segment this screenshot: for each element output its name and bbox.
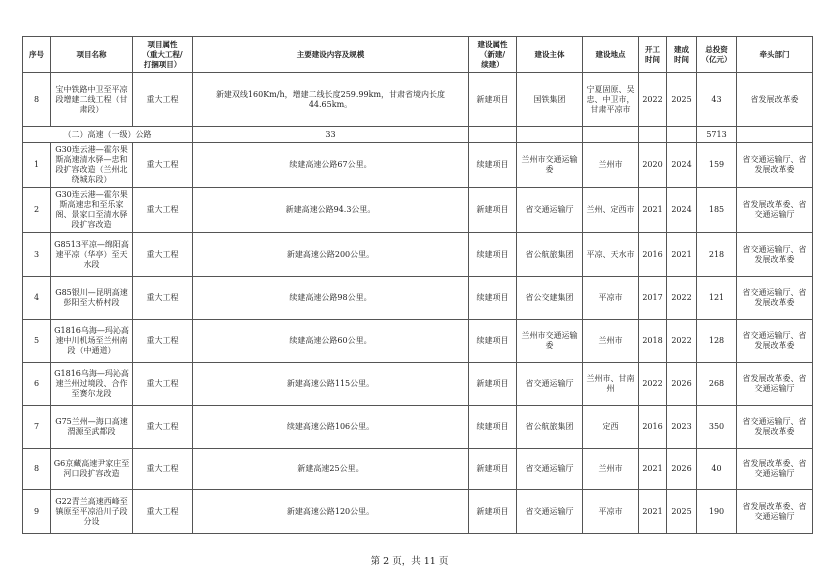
cell-no: 3 bbox=[23, 233, 51, 277]
cell-build: 新建项目 bbox=[469, 490, 517, 534]
cell-place: 定西 bbox=[583, 406, 639, 449]
header-invest: 总投资 （亿元） bbox=[697, 37, 737, 73]
cell-place: 兰州市、甘南州 bbox=[583, 363, 639, 406]
cell-owner: 省交通运输厅 bbox=[517, 363, 583, 406]
cell-invest: 159 bbox=[697, 143, 737, 188]
cell-place: 平凉市 bbox=[583, 277, 639, 320]
cell-build: 续建项目 bbox=[469, 277, 517, 320]
cell-no: 8 bbox=[23, 73, 51, 127]
cell-invest: 128 bbox=[697, 320, 737, 363]
cell-content: 续建高速公路60公里。 bbox=[193, 320, 469, 363]
table-row bbox=[23, 490, 813, 534]
cell-attr: 重大工程 bbox=[133, 490, 193, 534]
cell-owner: 省公航旅集团 bbox=[517, 406, 583, 449]
section-invest: 5713 bbox=[697, 127, 737, 143]
cell-owner: 省交通运输厅 bbox=[517, 188, 583, 233]
cell-invest: 268 bbox=[697, 363, 737, 406]
cell-attr: 重大工程 bbox=[133, 277, 193, 320]
cell-owner: 国铁集团 bbox=[517, 73, 583, 127]
cell-end: 2026 bbox=[667, 449, 697, 490]
cell-end: 2024 bbox=[667, 188, 697, 233]
cell-place: 平凉、天水市 bbox=[583, 233, 639, 277]
cell-name: G1816乌海—玛沁高速兰州过境段、合作至赛尔龙段 bbox=[51, 363, 133, 406]
header-content: 主要建设内容及规模 bbox=[193, 37, 469, 73]
cell-content: 新建双线160Km/h，增建二线长度259.99km，甘肃省境内长度44.65km。 bbox=[193, 73, 469, 127]
cell-dept: 省发展改革委、省交通运输厅 bbox=[737, 188, 813, 233]
cell-place: 平凉市 bbox=[583, 490, 639, 534]
cell-dept: 省交通运输厅、省发展改革委 bbox=[737, 320, 813, 363]
cell-invest: 121 bbox=[697, 277, 737, 320]
cell-content: 续建高速公路67公里。 bbox=[193, 143, 469, 188]
cell-name: G85银川—昆明高速彭阳至大桥村段 bbox=[51, 277, 133, 320]
header-start: 开工 时间 bbox=[639, 37, 667, 73]
cell-invest: 185 bbox=[697, 188, 737, 233]
cell-build: 续建项目 bbox=[469, 320, 517, 363]
cell-attr: 重大工程 bbox=[133, 406, 193, 449]
cell-dept: 省发展改革委、省交通运输厅 bbox=[737, 363, 813, 406]
cell-attr: 重大工程 bbox=[133, 449, 193, 490]
cell-build: 新建项目 bbox=[469, 73, 517, 127]
cell-build: 续建项目 bbox=[469, 406, 517, 449]
cell-owner: 省交通运输厅 bbox=[517, 490, 583, 534]
table-row bbox=[23, 233, 813, 277]
cell-no: 9 bbox=[23, 490, 51, 534]
cell-attr: 重大工程 bbox=[133, 188, 193, 233]
cell-end: 2022 bbox=[667, 320, 697, 363]
cell-build: 续建项目 bbox=[469, 143, 517, 188]
cell-dept: 省交通运输厅、省发展改革委 bbox=[737, 143, 813, 188]
cell-start: 2017 bbox=[639, 277, 667, 320]
cell-name: G6京藏高速尹家庄至河口段扩容改造 bbox=[51, 449, 133, 490]
header-row bbox=[23, 37, 813, 73]
cell-invest: 190 bbox=[697, 490, 737, 534]
cell-no: 5 bbox=[23, 320, 51, 363]
cell-end: 2022 bbox=[667, 277, 697, 320]
header-name: 项目名称 bbox=[51, 37, 133, 73]
table-row bbox=[23, 277, 813, 320]
section-row bbox=[23, 127, 813, 143]
cell-content: 新建高速25公里。 bbox=[193, 449, 469, 490]
cell-build: 续建项目 bbox=[469, 233, 517, 277]
cell-attr: 重大工程 bbox=[133, 143, 193, 188]
cell-start: 2021 bbox=[639, 449, 667, 490]
cell-attr: 重大工程 bbox=[133, 320, 193, 363]
cell-start: 2020 bbox=[639, 143, 667, 188]
table-row bbox=[23, 363, 813, 406]
cell-end: 2023 bbox=[667, 406, 697, 449]
cell-no: 4 bbox=[23, 277, 51, 320]
cell-place: 兰州、定西市 bbox=[583, 188, 639, 233]
cell-start: 2016 bbox=[639, 406, 667, 449]
cell-start: 2021 bbox=[639, 490, 667, 534]
cell-no: 6 bbox=[23, 363, 51, 406]
cell-attr: 重大工程 bbox=[133, 73, 193, 127]
cell-no: 1 bbox=[23, 143, 51, 188]
section-count: 33 bbox=[193, 127, 469, 143]
cell-start: 2016 bbox=[639, 233, 667, 277]
cell-owner: 省交通运输厅 bbox=[517, 449, 583, 490]
cell-content: 新建高速公路115公里。 bbox=[193, 363, 469, 406]
cell-dept: 省发展改革委、省交通运输厅 bbox=[737, 449, 813, 490]
cell-name: G8513平凉—绵阳高速平凉（华亭）至天水段 bbox=[51, 233, 133, 277]
cell-content: 续建高速公路106公里。 bbox=[193, 406, 469, 449]
cell-dept: 省发展改革委 bbox=[737, 73, 813, 127]
cell-no: 8 bbox=[23, 449, 51, 490]
header-end: 建成 时间 bbox=[667, 37, 697, 73]
cell-invest: 218 bbox=[697, 233, 737, 277]
section-title: （二）高速（一级）公路 bbox=[23, 127, 193, 143]
table-row bbox=[23, 449, 813, 490]
header-place: 建设地点 bbox=[583, 37, 639, 73]
cell-name: G1816乌海—玛沁高速中川机场至兰州南段（中通道） bbox=[51, 320, 133, 363]
header-dept: 牵头部门 bbox=[737, 37, 813, 73]
cell-content: 新建高速公路200公里。 bbox=[193, 233, 469, 277]
table-row bbox=[23, 188, 813, 233]
cell-place: 宁夏固原、吴忠、中卫市，甘肃平凉市 bbox=[583, 73, 639, 127]
header-no: 序号 bbox=[23, 37, 51, 73]
cell-end: 2021 bbox=[667, 233, 697, 277]
cell-end: 2025 bbox=[667, 73, 697, 127]
cell-place: 兰州市 bbox=[583, 449, 639, 490]
cell-attr: 重大工程 bbox=[133, 363, 193, 406]
table-row bbox=[23, 73, 813, 127]
cell-place: 兰州市 bbox=[583, 143, 639, 188]
cell-name: G75兰州—海口高速渭源至武都段 bbox=[51, 406, 133, 449]
cell-name: G22青兰高速西峰至镇原至平凉沿川子段分设 bbox=[51, 490, 133, 534]
cell-content: 新建高速公路94.3公里。 bbox=[193, 188, 469, 233]
cell-start: 2022 bbox=[639, 363, 667, 406]
cell-owner: 兰州市交通运输委 bbox=[517, 320, 583, 363]
cell-end: 2026 bbox=[667, 363, 697, 406]
cell-start: 2018 bbox=[639, 320, 667, 363]
header-attr: 项目属性 （重大工程/ 打捆项目） bbox=[133, 37, 193, 73]
cell-end: 2025 bbox=[667, 490, 697, 534]
cell-invest: 40 bbox=[697, 449, 737, 490]
cell-build: 新建项目 bbox=[469, 363, 517, 406]
header-owner: 建设主体 bbox=[517, 37, 583, 73]
cell-name: G30连云港—霍尔果斯高速忠和至乐家阁、景家口至清水驿段扩容改造 bbox=[51, 188, 133, 233]
cell-owner: 省公交建集团 bbox=[517, 277, 583, 320]
cell-build: 新建项目 bbox=[469, 188, 517, 233]
cell-dept: 省交通运输厅、省发展改革委 bbox=[737, 277, 813, 320]
table-row bbox=[23, 320, 813, 363]
cell-content: 续建高速公路98公里。 bbox=[193, 277, 469, 320]
cell-no: 2 bbox=[23, 188, 51, 233]
cell-name: G30连云港—霍尔果斯高速清水驿—忠和段扩容改造（兰州北绕城东段） bbox=[51, 143, 133, 188]
cell-dept: 省发展改革委、省交通运输厅 bbox=[737, 490, 813, 534]
cell-dept: 省交通运输厅、省发展改革委 bbox=[737, 233, 813, 277]
page-number: 第 2 页，共 11 页 bbox=[370, 556, 449, 567]
cell-start: 2021 bbox=[639, 188, 667, 233]
cell-start: 2022 bbox=[639, 73, 667, 127]
cell-owner: 省公航旅集团 bbox=[517, 233, 583, 277]
cell-place: 兰州市 bbox=[583, 320, 639, 363]
cell-no: 7 bbox=[23, 406, 51, 449]
cell-build: 新建项目 bbox=[469, 449, 517, 490]
cell-invest: 43 bbox=[697, 73, 737, 127]
project-table bbox=[22, 36, 813, 534]
cell-dept: 省交通运输厅、省发展改革委 bbox=[737, 406, 813, 449]
table-row bbox=[23, 143, 813, 188]
cell-invest: 350 bbox=[697, 406, 737, 449]
cell-content: 新建高速公路120公里。 bbox=[193, 490, 469, 534]
cell-attr: 重大工程 bbox=[133, 233, 193, 277]
header-build: 建设属性 （新建/ 续建） bbox=[469, 37, 517, 73]
cell-owner: 兰州市交通运输委 bbox=[517, 143, 583, 188]
cell-name: 宝中铁路中卫至平凉段增建二线工程（甘肃段） bbox=[51, 73, 133, 127]
table-row bbox=[23, 406, 813, 449]
cell-end: 2024 bbox=[667, 143, 697, 188]
